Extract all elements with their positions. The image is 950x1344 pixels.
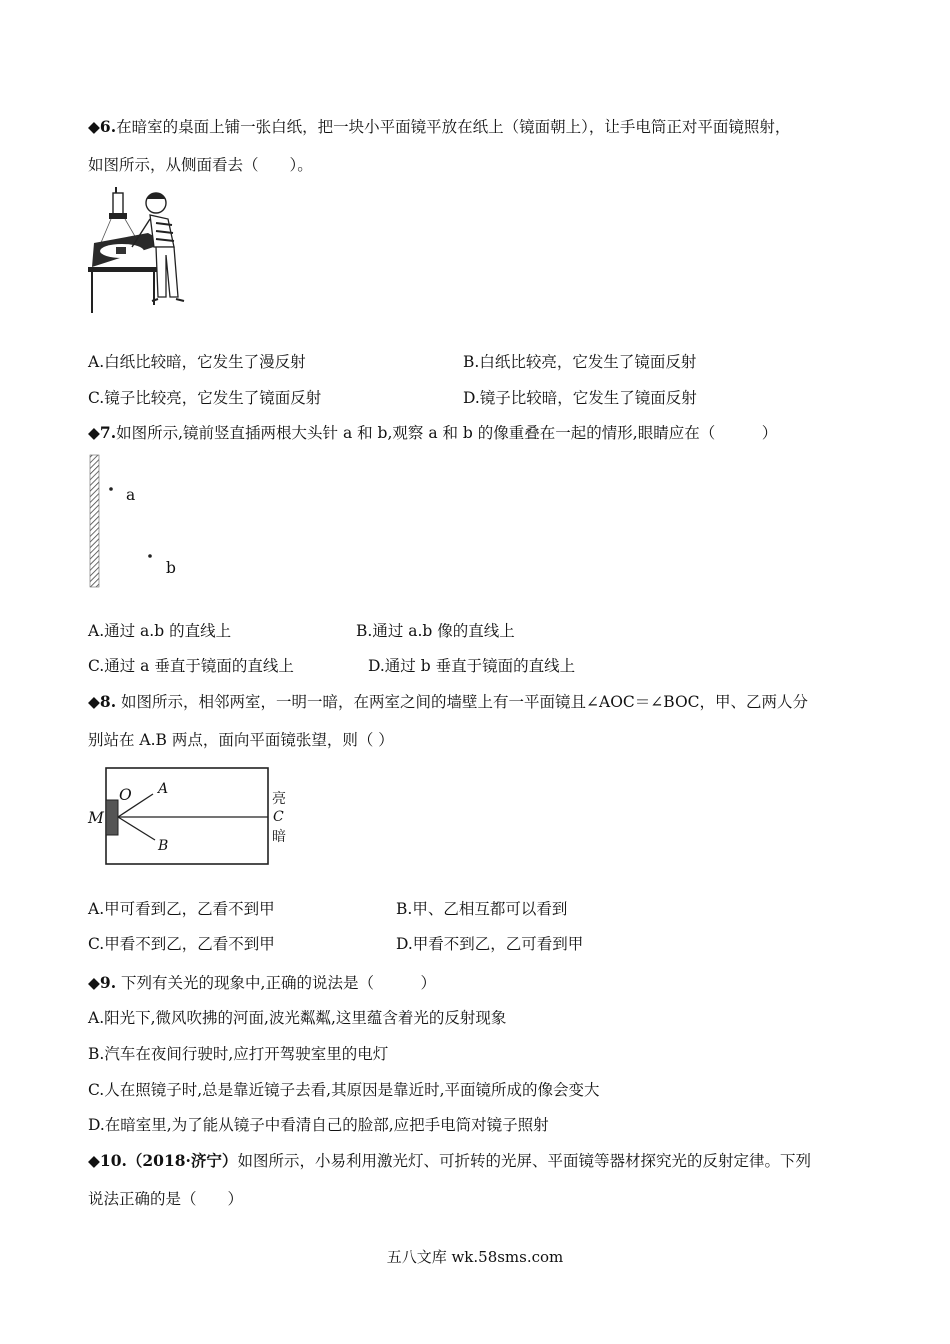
page-footer: 五八文库 wk.58sms.com <box>386 1248 564 1266</box>
q8-label-bright: 亮 <box>272 791 286 807</box>
q8-option-a: A.甲可看到乙，乙看不到甲 <box>88 900 275 918</box>
q6-flashlight-figure <box>88 185 200 315</box>
q6-option-c: C.镜子比较亮，它发生了镜面反射 <box>88 389 322 407</box>
pin-b <box>148 554 152 558</box>
q8-two-rooms-figure <box>85 764 295 869</box>
q8-label-m: M <box>88 809 104 827</box>
q6-stem-2: 如图所示，从侧面看去（ ）。 <box>88 156 313 174</box>
q6-stem-1: 在暗室的桌面上铺一张白纸，把一块小平面镜平放在纸上（镜面朝上），让手电筒正对平面镜照射， <box>116 118 791 136</box>
q7-label-b: b <box>166 559 176 577</box>
q9-option-a: A.阳光下,微风吹拂的河面,波光粼粼,这里蕴含着光的反射现象 <box>88 1009 507 1027</box>
q8-label-o: O <box>119 786 132 804</box>
q8-label-a: A <box>158 781 169 797</box>
q9-number: ◆9. <box>88 973 117 992</box>
q8-option-c: C.甲看不到乙，乙看不到甲 <box>88 935 275 953</box>
q8-label-c: C <box>273 809 284 825</box>
q8-label-b: B <box>158 838 169 854</box>
q10-number: ◆10.（2018·济宁） <box>88 1151 238 1170</box>
q9-option-b: B.汽车在夜间行驶时,应打开驾驶室里的电灯 <box>88 1045 389 1063</box>
q8-number: ◆8. <box>88 692 117 711</box>
q7-mirror-pins-figure <box>88 453 198 591</box>
q9-option-d: D.在暗室里,为了能从镜子中看清自己的脸部,应把手电筒对镜子照射 <box>88 1116 549 1134</box>
q7-option-c: C.通过 a 垂直于镜面的直线上 <box>88 657 294 675</box>
q8-stem-2: 别站在 A.B 两点，面向平面镜张望，则（ ） <box>88 731 394 749</box>
q6-option-a: A.白纸比较暗，它发生了漫反射 <box>88 353 306 371</box>
q10-line1 <box>88 1151 811 1171</box>
q7-option-d: D.通过 b 垂直于镜面的直线上 <box>368 657 576 675</box>
q6-option-b: B.白纸比较亮，它发生了镜面反射 <box>463 353 697 371</box>
q7-option-b: B.通过 a.b 像的直线上 <box>356 622 515 640</box>
q6-option-d: D.镜子比较暗，它发生了镜面反射 <box>463 389 697 407</box>
q7-line1 <box>88 423 777 443</box>
q8-label-dark: 暗 <box>272 829 286 845</box>
q9-stem-1: 下列有关光的现象中,正确的说法是（ ） <box>116 974 436 992</box>
q8-stem-1: 如图所示，相邻两室，一明一暗，在两室之间的墙壁上有一平面镜且∠AOC＝∠BOC，甲、乙两人分 <box>116 693 809 711</box>
q10-stem-1: 如图所示，小易利用激光灯、可折转的光屏、平面镜等器材探究光的反射定律。下列 <box>237 1152 811 1170</box>
q9-line1 <box>88 973 436 993</box>
q6-line1 <box>88 117 790 137</box>
q10-stem-2: 说法正确的是（ ） <box>88 1190 244 1208</box>
q9-option-c: C.人在照镜子时,总是靠近镜子去看,其原因是靠近时,平面镜所成的像会变大 <box>88 1081 600 1099</box>
q7-stem-1: 如图所示,镜前竖直插两根大头针 a 和 b,观察 a 和 b 的像重叠在一起的情形,眼睛应在（ ） <box>116 424 778 442</box>
q6-number: ◆6. <box>88 117 117 136</box>
q8-line1 <box>88 692 808 712</box>
pin-a <box>109 487 113 491</box>
q7-option-a: A.通过 a.b 的直线上 <box>88 622 232 640</box>
q7-label-a: a <box>126 486 136 504</box>
q8-option-d: D.甲看不到乙，乙可看到甲 <box>396 935 584 953</box>
q8-option-b: B.甲、乙相互都可以看到 <box>396 900 568 918</box>
q7-number: ◆7. <box>88 423 117 442</box>
